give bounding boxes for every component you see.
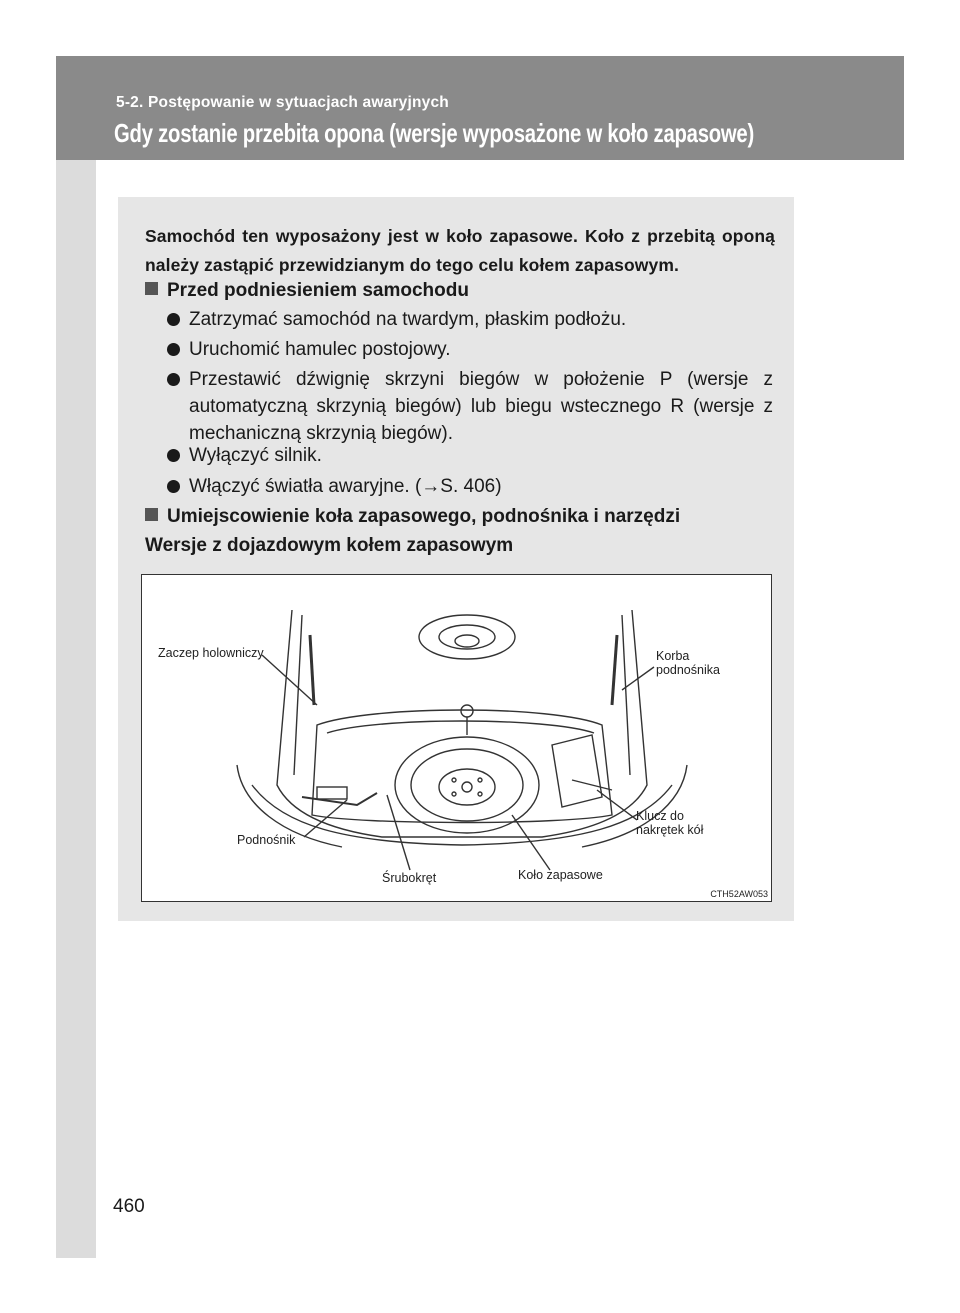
label-screwdriver: Śrubokręt — [382, 871, 437, 885]
page-header — [56, 56, 904, 160]
trunk-illustration — [141, 574, 772, 902]
label-spare-tire: Koło zapasowe — [518, 868, 603, 882]
list-item-text: Przestawić dźwignię skrzyni biegów w położenie P (wersje z automatyczną skrzynią biegów) lub biegu wstecznego R (wersje z mechaniczną skrzynią biegów). — [189, 369, 773, 444]
list-item-text: Włączyć światła awaryjne. (→S. 406) — [189, 476, 502, 497]
list-item — [167, 473, 773, 500]
list-item — [167, 336, 773, 363]
page-title: Gdy zostanie przebita opona (wersje wyposażone w koło zapasowe) — [114, 118, 755, 148]
list-item-text: Wyłączyć silnik. — [189, 445, 322, 466]
label-jack: Podnośnik — [237, 833, 296, 847]
heading-tool-location — [145, 505, 680, 529]
trunk-drawing — [142, 575, 771, 901]
bullet-dot-icon — [167, 480, 180, 493]
bullet-dot-icon — [167, 373, 180, 386]
bullet-dot-icon — [167, 343, 180, 356]
subheading-temporary-spare: Wersje z dojazdowym kołem zapasowym — [145, 535, 514, 556]
list-item-text: Zatrzymać samochód na twardym, płaskim podłożu. — [189, 309, 627, 330]
list-item-text: Uruchomić hamulec postojowy. — [189, 339, 451, 360]
intro-paragraph: Samochód ten wyposażony jest w koło zapasowe. Koło z przebitą oponą należy zastąpić przewidzianym do tego celu kołem zapasowym. — [145, 226, 775, 275]
page-number: 460 — [113, 1196, 145, 1217]
list-item — [167, 366, 773, 447]
label-wheel-wrench: Klucz do nakrętek kół — [636, 809, 704, 837]
list-item — [167, 442, 773, 469]
heading-before-lifting — [145, 279, 469, 303]
bullet-dot-icon — [167, 313, 180, 326]
section-label: 5-2. Postępowanie w sytuacjach awaryjnych — [116, 94, 449, 111]
label-jack-handle: Korba podnośnika — [656, 649, 720, 677]
label-tow-hook: Zaczep holowniczy — [158, 646, 264, 660]
square-bullet-icon — [145, 508, 158, 521]
figure-code: CTH52AW053 — [710, 889, 768, 899]
list-item — [167, 306, 773, 333]
square-bullet-icon — [145, 282, 158, 295]
heading-text: Umiejscowienie koła zapasowego, podnośnika i narzędzi — [167, 506, 681, 527]
bullet-dot-icon — [167, 449, 180, 462]
heading-text: Przed podniesieniem samochodu — [167, 280, 469, 301]
page-side-strip — [56, 56, 96, 1258]
